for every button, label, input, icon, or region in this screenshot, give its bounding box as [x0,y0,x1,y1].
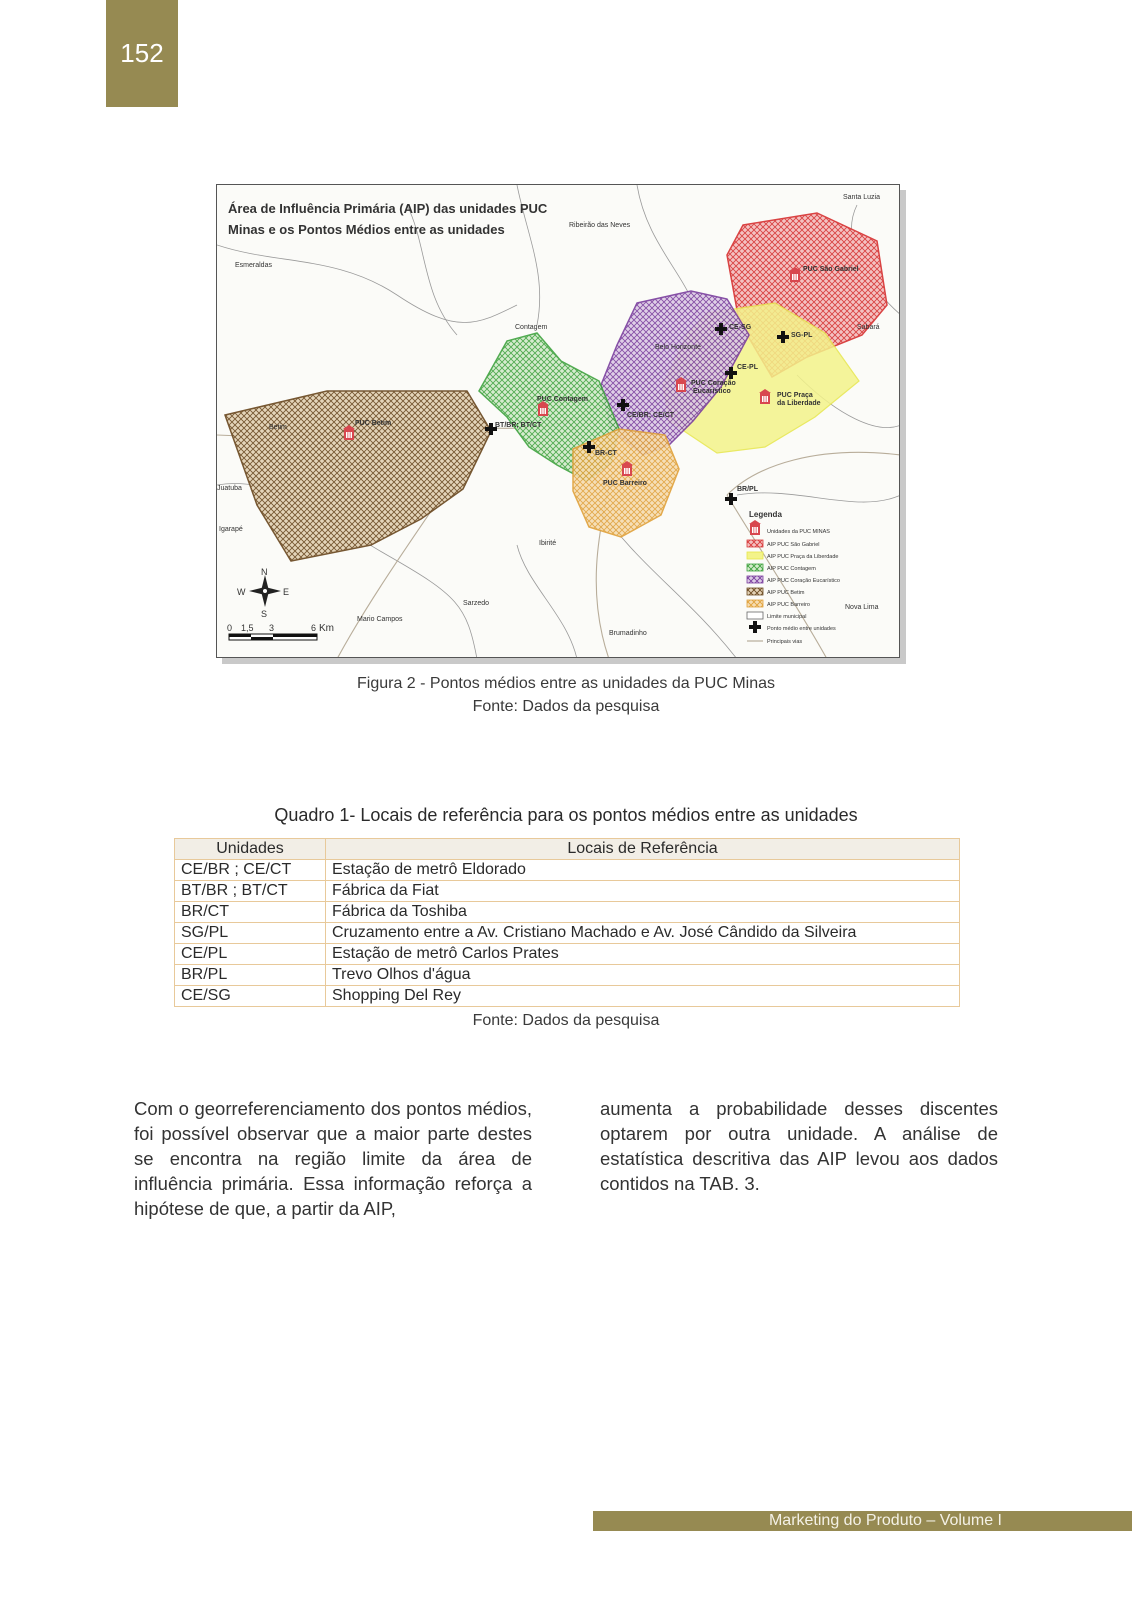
legend-units-icon [749,520,761,535]
cell-unit: BR/PL [175,965,326,986]
map-svg [217,185,900,658]
unit-betim-label: PUC Betim [355,420,392,427]
place-mario-campos: Mario Campos [357,616,403,623]
map-frame [216,184,900,658]
place-juatuba: Juatuba [217,485,242,492]
place-esmeraldas: Esmeraldas [235,262,272,269]
place-sarzedo: Sarzedo [463,600,490,607]
table-source: Fonte: Dados da pesquisa [472,1012,660,1029]
scale-t2: 3 [269,623,275,633]
compass-n: N [261,567,268,577]
aip-betim [225,391,491,561]
place-ribeirao-neves: Ribeirão das Neves [569,222,631,229]
cell-unit: CE/BR ; CE/CT [175,860,326,881]
cell-location: Trevo Olhos d'água [326,965,960,986]
legend-item: AIP PUC Betim [767,590,805,596]
place-ibirite: Ibirité [539,540,557,547]
scale-unit: Km [319,623,334,634]
body-text-left-column: Com o georreferenciamento dos pontos médios, foi possível observar que a maior parte destes se encontra na região limite da área de influência primária. Essa informação reforça a hipótese de que, a partir da AIP, [134,1098,532,1219]
unit-praca-label-1: PUC Praça [777,392,813,399]
header-unidades: Unidades [175,839,326,860]
legend-item: AIP PUC Praça da Liberdade [767,554,839,560]
cell-unit: CE/PL [175,944,326,965]
table-row [175,986,960,1007]
legend-title: Legenda [749,510,782,519]
compass-e: E [283,587,290,597]
midpoint-sg-pl-label: SG-PL [791,332,813,339]
place-belo-horizonte: Belo Horizonte [655,344,701,351]
map-title-line1: Área de Influência Primária (AIP) das unidades PUC [228,201,548,216]
legend-swatch-contagem [747,564,763,571]
cell-location: Estação de metrô Eldorado [326,860,960,881]
unit-barreiro-label: PUC Barreiro [603,480,647,487]
place-igarape: Igarapé [219,526,243,533]
quadro-title: Quadro 1- Locais de referência para os pontos médios entre as unidades [274,805,858,825]
legend-swatch-limite [747,612,763,619]
legend-item: AIP PUC Coração Eucarístico [767,578,840,584]
legend-swatch-barreiro [747,600,763,607]
legend-swatch-sao-gabriel [747,540,763,547]
legend-item: AIP PUC Contagem [767,566,816,572]
header-locais: Locais de Referência [326,839,960,860]
midpoint-bt-br-label: BT/BR; BT/CT [495,422,542,429]
map-legend [747,510,840,645]
place-betim: Betim [269,424,287,431]
body-text-right-column: aumenta a probabilidade desses discentes optarem por outra unidade. A análise de estatística descritiva das AIP levou aos dados contidos na TAB. 3. [600,1098,998,1194]
unit-coracao-label-2: Eucarístico [693,388,731,395]
map-title-line2: Minas e os Pontos Médios entre as unidades [228,222,505,237]
place-sabara: Sabará [857,324,880,331]
unit-contagem-label: PUC Contagem [537,396,588,403]
unit-coracao-label-1: PUC Coração [691,380,736,387]
place-nova-lima: Nova Lima [845,604,879,611]
midpoint-br-pl-label: BR/PL [737,486,758,493]
place-santa-luzia: Santa Luzia [843,194,880,201]
legend-swatch-praca [747,552,763,559]
compass-w: W [237,587,246,597]
cell-location: Fábrica da Toshiba [326,902,960,923]
table-row [175,944,960,965]
legend-swatch-coracao [747,576,763,583]
legend-item: Principais vias [767,639,803,645]
table-header-row [175,839,960,860]
table-row [175,881,960,902]
cell-location: Estação de metrô Carlos Prates [326,944,960,965]
scale-t3: 6 [311,623,317,633]
place-brumadinho: Brumadinho [609,630,647,637]
legend-swatch-betim [747,588,763,595]
cell-location: Cruzamento entre a Av. Cristiano Machado e Av. José Cândido da Silveira [326,923,960,944]
footer-bar: Marketing do Produto – Volume I [593,1511,1132,1531]
map-figure [216,184,906,664]
legend-item: Limite municipal [767,614,807,620]
table-row [175,860,960,881]
cell-location: Fábrica da Fiat [326,881,960,902]
map-title [228,198,558,240]
scale-t1: 1,5 [241,623,254,633]
scale-t0: 0 [227,623,233,633]
figure-source: Fonte: Dados da pesquisa [472,698,660,715]
compass-icon [237,567,289,619]
midpoint-ce-br-label: CE/BR; CE/CT [627,412,675,419]
figure-caption: Figura 2 - Pontos médios entre as unidades da PUC Minas [357,675,775,692]
legend-midpoint-icon [749,621,761,633]
cell-unit: BR/CT [175,902,326,923]
midpoint-br-ct-label: BR-CT [595,450,617,457]
legend-item: AIP PUC Barreiro [767,602,810,608]
compass-s: S [261,609,268,619]
cell-location: Shopping Del Rey [326,986,960,1007]
legend-item: Unidades da PUC MINAS [767,529,830,535]
table-row [175,902,960,923]
cell-unit: SG/PL [175,923,326,944]
place-contagem: Contagem [515,324,548,331]
unit-praca-label-2: da Liberdade [777,400,821,407]
table-row [175,923,960,944]
unit-sao-gabriel-label: PUC São Gabriel [803,266,859,273]
midpoint-ce-sg-label: CE-SG [729,324,752,331]
page-number: 152 [106,0,178,107]
midpoint-ce-pl-label: CE-PL [737,364,758,371]
table-row [175,965,960,986]
cell-unit: BT/BR ; BT/CT [175,881,326,902]
cell-unit: CE/SG [175,986,326,1007]
scale-bar [227,623,334,640]
reference-table [174,838,960,1007]
legend-item: Ponto médio entre unidades [767,626,836,632]
legend-item: AIP PUC São Gabriel [767,542,820,548]
